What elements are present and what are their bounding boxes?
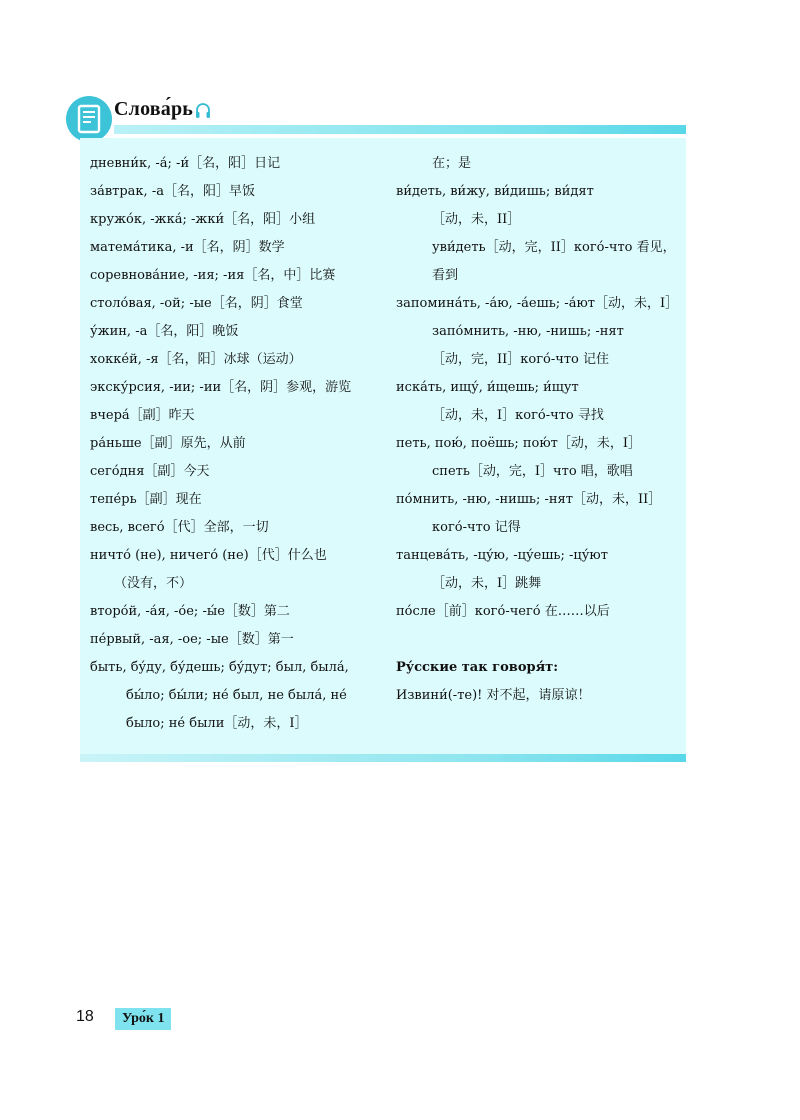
vocab-entry: кого́-что 记得 — [432, 520, 521, 535]
section-header — [66, 96, 686, 142]
vocab-entry: уви́деть［动，完，II］кого́-что 看见， — [432, 240, 676, 255]
vocab-entry: было; не́ были［动，未，I］ — [126, 716, 308, 731]
vocab-entry: ра́ньше［副］原先，从前 — [90, 436, 246, 451]
phrases-title: Ру́сские так говоря́т: — [396, 660, 559, 675]
vocab-entry: столо́вая, -ой; -ые［名，阴］食堂 — [90, 296, 303, 311]
panel-bottom-bar — [80, 754, 686, 762]
vocab-entry: танцева́ть, -цу́ю, -цу́ешь; -цу́ют — [396, 548, 608, 563]
headphones-icon[interactable] — [194, 102, 212, 120]
vocab-entry: по́сле［前］кого́-чего́ 在……以后 — [396, 604, 610, 619]
vocab-entry: сего́дня［副］今天 — [90, 464, 210, 479]
vocab-entry: второ́й, -а́я, -о́е; -ы́е［数］第二 — [90, 604, 290, 619]
vocab-entry: хокке́й, -я［名，阳］冰球（运动） — [90, 352, 302, 367]
vocab-entry: ［动，未，I］跳舞 — [432, 576, 542, 591]
vocab-entry: матема́тика, -и［名，阴］数学 — [90, 240, 285, 255]
phrase-item: Извини́(-те)! 对不起，请原谅！ — [396, 688, 591, 703]
vocab-entry: петь, пою́, поёшь; пою́т［动，未，I］ — [396, 436, 641, 451]
vocab-entry: экску́рсия, -ии; -ии［名，阴］参观，游览 — [90, 380, 352, 395]
vocab-entry: иска́ть, ищу́, и́щешь; и́щут — [396, 380, 579, 395]
vocab-entry: запомина́ть, -а́ю, -а́ешь; -а́ют［动，未，I］ — [396, 296, 679, 311]
vocab-entry: соревнова́ние, -ия; -ия［名，中］比赛 — [90, 268, 336, 283]
vocab-entry: по́мнить, -ню, -нишь; -нят［动，未，II］ — [396, 492, 662, 507]
vocab-entry: 在；是 — [432, 156, 472, 171]
vocab-entry: ［动，完，II］кого́-что 记住 — [432, 352, 609, 367]
page-number: 18 — [76, 1008, 94, 1025]
vocab-entry: спеть［动，完，I］что 唱，歌唱 — [432, 464, 633, 479]
vocab-entry: тепе́рь［副］现在 — [90, 492, 202, 507]
vocab-entry: за́втрак, -а［名，阳］早饭 — [90, 184, 255, 199]
book-icon — [66, 96, 112, 142]
vocab-entry: бы́ло; бы́ли; не́ был, не была́, не́ — [126, 688, 347, 703]
vocab-entry: ［动，未，II］ — [432, 212, 521, 227]
vocabulary-right-column — [396, 150, 686, 710]
vocab-entry: у́жин, -а［名，阳］晚饭 — [90, 324, 239, 339]
vocab-entry: весь, всего́［代］全部，一切 — [90, 520, 269, 535]
vocab-entry: ничто́ (не), ничего́ (не)［代］什么也 — [90, 548, 327, 563]
vocab-entry: быть, бу́ду, бу́дешь; бу́дут; был, была́, — [90, 660, 349, 675]
vocab-entry: вчера́［副］昨天 — [90, 408, 195, 423]
vocab-entry: ви́деть, ви́жу, ви́дишь; ви́дят — [396, 184, 594, 199]
vocab-entry: ［动，未，I］кого́-что 寻找 — [432, 408, 604, 423]
lesson-tag: Уро́к 1 — [115, 1008, 171, 1030]
header-underline — [114, 125, 686, 134]
vocab-entry: пе́рвый, -ая, -ое; -ые［数］第一 — [90, 632, 294, 647]
vocab-entry: （没有，不） — [114, 576, 193, 591]
section-title: Слова́рь — [114, 98, 194, 120]
vocab-entry: кружо́к, -жка́; -жки́［名，阳］小组 — [90, 212, 316, 227]
spacer — [396, 626, 686, 654]
vocab-entry: 看到 — [432, 268, 459, 283]
vocab-entry: дневни́к, -а́; -и́［名，阳］日记 — [90, 156, 281, 171]
vocabulary-left-column — [90, 150, 390, 738]
vocab-entry: запо́мнить, -ню, -нишь; -нят — [432, 324, 624, 339]
